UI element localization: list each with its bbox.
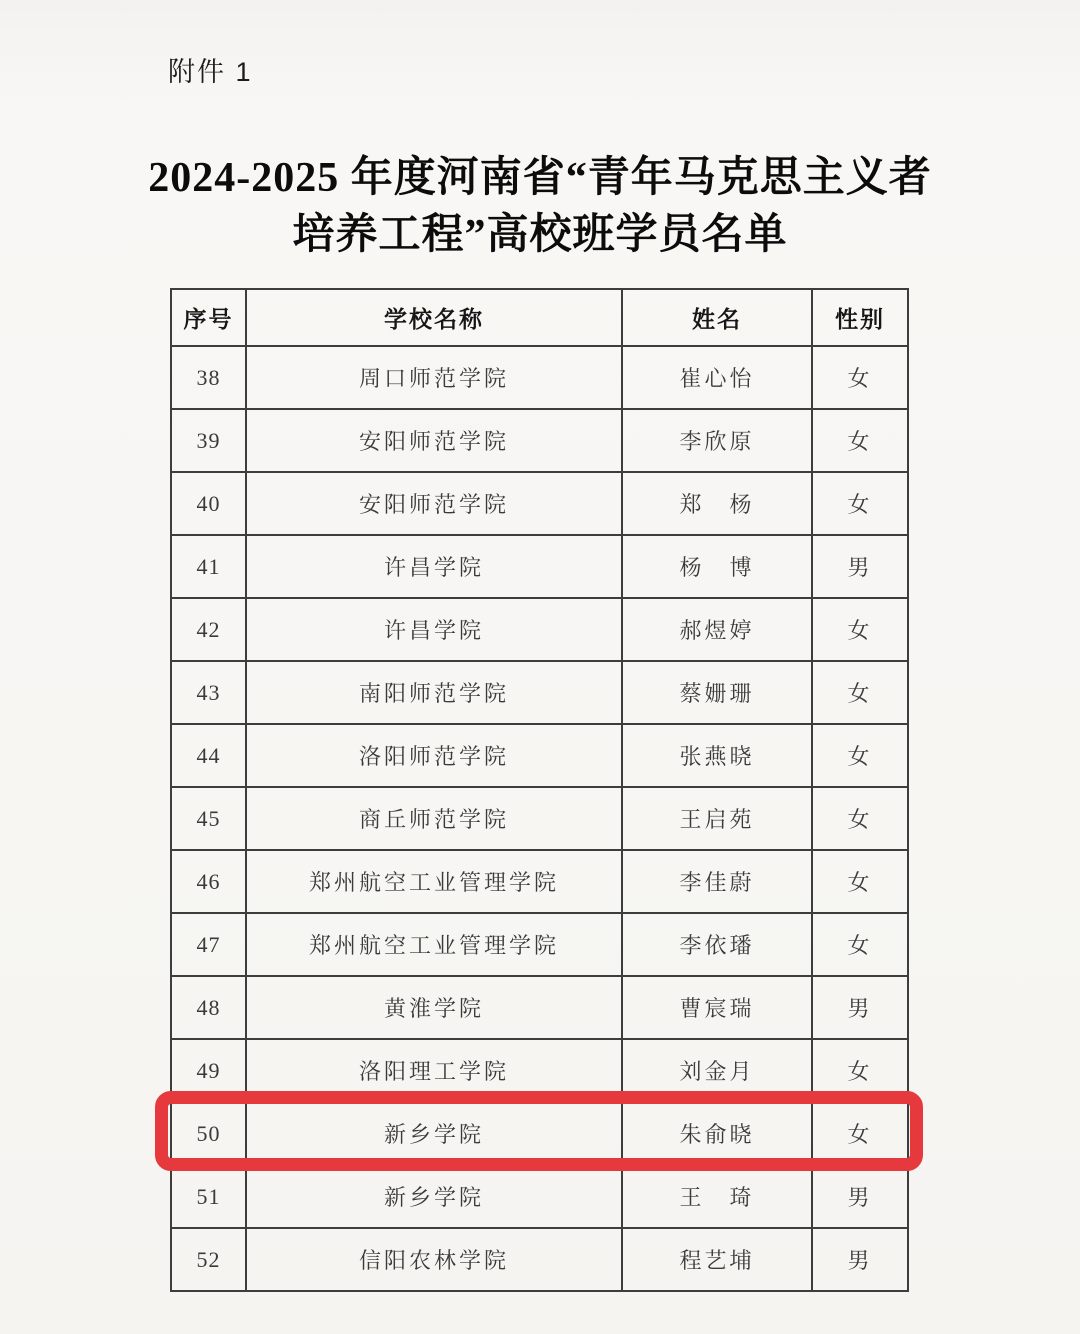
cell-gender: 男 [812, 1165, 908, 1228]
cell-school: 郑州航空工业管理学院 [246, 913, 622, 976]
cell-school: 洛阳师范学院 [246, 724, 622, 787]
cell-school: 郑州航空工业管理学院 [246, 850, 622, 913]
cell-no: 43 [171, 661, 246, 724]
cell-name: 程艺埔 [622, 1228, 812, 1291]
table-row [171, 913, 908, 976]
cell-gender: 女 [812, 787, 908, 850]
table-row-highlighted [171, 1102, 908, 1165]
cell-school: 洛阳理工学院 [246, 1039, 622, 1102]
table-row [171, 661, 908, 724]
cell-no: 50 [171, 1102, 246, 1165]
cell-school: 安阳师范学院 [246, 409, 622, 472]
cell-name: 郝煜婷 [622, 598, 812, 661]
cell-no: 38 [171, 346, 246, 409]
cell-school: 黄淮学院 [246, 976, 622, 1039]
cell-gender: 女 [812, 346, 908, 409]
student-roster-table [170, 288, 909, 1292]
title-line-2: 培养工程”高校班学员名单 [292, 212, 788, 258]
cell-name: 朱俞晓 [622, 1102, 812, 1165]
table-row [171, 409, 908, 472]
table-row [171, 976, 908, 1039]
cell-no: 48 [171, 976, 246, 1039]
title-line-1: 2024-2025 年度河南省“青年马克思主义者 [148, 155, 932, 201]
column-header-2: 姓名 [622, 289, 812, 346]
cell-name: 蔡姗珊 [622, 661, 812, 724]
cell-no: 47 [171, 913, 246, 976]
table-row [171, 346, 908, 409]
table-row [171, 1165, 908, 1228]
cell-name: 张燕晓 [622, 724, 812, 787]
column-header-3: 性别 [812, 289, 908, 346]
column-header-0: 序号 [171, 289, 246, 346]
column-header-1: 学校名称 [246, 289, 622, 346]
cell-name: 王 琦 [622, 1165, 812, 1228]
cell-gender: 女 [812, 724, 908, 787]
table-header-row [171, 289, 908, 346]
cell-no: 44 [171, 724, 246, 787]
cell-no: 52 [171, 1228, 246, 1291]
table-row [171, 850, 908, 913]
table-row [171, 598, 908, 661]
cell-name: 王启苑 [622, 787, 812, 850]
cell-gender: 女 [812, 913, 908, 976]
cell-no: 51 [171, 1165, 246, 1228]
cell-gender: 男 [812, 1228, 908, 1291]
table-row [171, 1228, 908, 1291]
cell-school: 信阳农林学院 [246, 1228, 622, 1291]
cell-name: 李依璠 [622, 913, 812, 976]
attachment-label: 附件 1 [168, 57, 253, 87]
cell-school: 许昌学院 [246, 535, 622, 598]
cell-gender: 女 [812, 1102, 908, 1165]
cell-gender: 女 [812, 661, 908, 724]
cell-school: 新乡学院 [246, 1102, 622, 1165]
cell-school: 许昌学院 [246, 598, 622, 661]
cell-no: 41 [171, 535, 246, 598]
cell-school: 周口师范学院 [246, 346, 622, 409]
cell-gender: 女 [812, 1039, 908, 1102]
cell-no: 45 [171, 787, 246, 850]
cell-gender: 男 [812, 535, 908, 598]
cell-no: 42 [171, 598, 246, 661]
table-row [171, 787, 908, 850]
cell-name: 刘金月 [622, 1039, 812, 1102]
cell-no: 40 [171, 472, 246, 535]
table-row [171, 724, 908, 787]
cell-school: 南阳师范学院 [246, 661, 622, 724]
cell-name: 杨 博 [622, 535, 812, 598]
table-row [171, 535, 908, 598]
cell-gender: 男 [812, 976, 908, 1039]
cell-no: 46 [171, 850, 246, 913]
cell-name: 崔心怡 [622, 346, 812, 409]
table-row [171, 472, 908, 535]
cell-school: 安阳师范学院 [246, 472, 622, 535]
cell-gender: 女 [812, 850, 908, 913]
cell-name: 李欣原 [622, 409, 812, 472]
cell-no: 39 [171, 409, 246, 472]
cell-gender: 女 [812, 598, 908, 661]
cell-no: 49 [171, 1039, 246, 1102]
document-title [0, 150, 1080, 264]
cell-gender: 女 [812, 472, 908, 535]
cell-name: 曹宸瑞 [622, 976, 812, 1039]
cell-name: 郑 杨 [622, 472, 812, 535]
table-row [171, 1039, 908, 1102]
cell-school: 新乡学院 [246, 1165, 622, 1228]
cell-school: 商丘师范学院 [246, 787, 622, 850]
cell-name: 李佳蔚 [622, 850, 812, 913]
cell-gender: 女 [812, 409, 908, 472]
